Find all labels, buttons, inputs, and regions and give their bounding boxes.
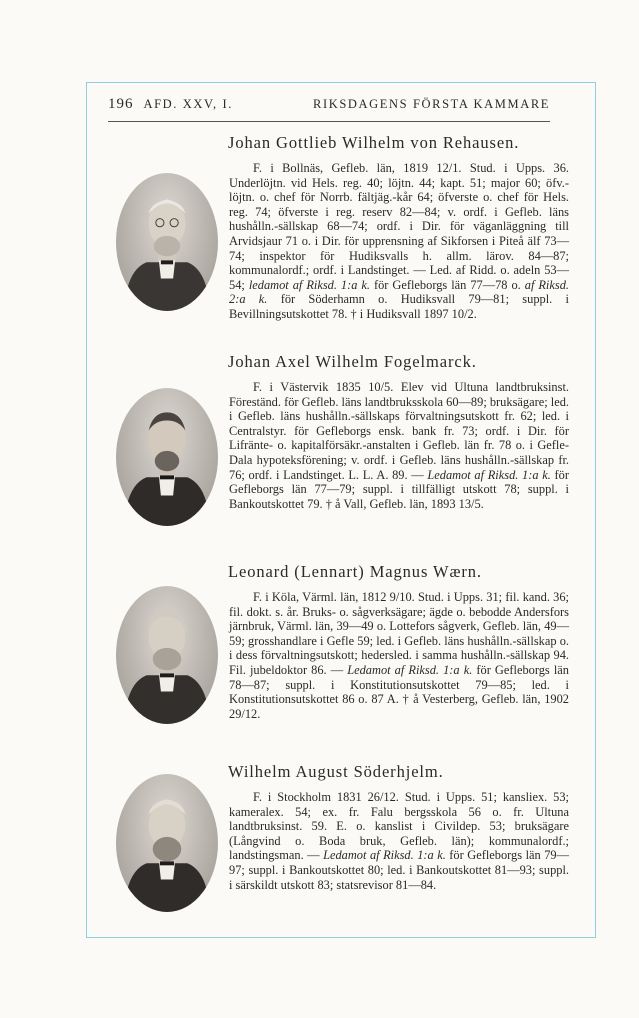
biography-entry	[110, 562, 576, 757]
biography-text: F. i Bollnäs, Gefleb. län, 1819 12/1. Stud. i Upps. 36. Underlöjtn. vid Hels. reg. 40; löjtn. 44; kapt. 51; major 60; öfv.-löjtn. o. chef för Norrb. fältjäg.-kår 64; öfverste o. chef för Hels. reg. 74; öfverste i reg. reserv 82—84; v. ordf. i Gefleb. läns hushålln.-sällskap 68—74; ordf. i Dir. för väganläggning till Arvidsjaur 71 o. i Dir. för upprensning af Sikforsen i Piteå älf 73—74; inspektor för Hudiksvalls h. allm. lärov. 84—87; kommunalordf.; ordf. i Landstinget. — Led. af Ridd. o. adeln 53—54; ledamot af Riksd. 1:a k. för Gefleborgs län 77—78 o. af Riksd. 2:a k. för Söderhamn o. Hudiksvall 79—81; suppl. i Bevillningsutskottet 78. † i Hudiksvall 1897 10/2.	[229, 161, 569, 321]
page-number: 196	[108, 96, 134, 112]
portrait-photo	[116, 774, 218, 912]
person-name: Wilhelm August Söderhjelm.	[228, 762, 444, 781]
biography-text: F. i Köla, Värml. län, 1812 9/10. Stud. i Upps. 31; fil. kand. 36; fil. dokt. s. år. Bruks- o. sågverksägare; ägde o. bebodde Andersfors järnbruk, Värml. län, 39—49 o. Lottefors sågverk, Gefleb. län, 49—59; grosshandlare i Gefle 59; led. i Gefleb. läns hushålln.-sällskap o. i dess förvaltningsutskott; hedersled. i samma hushålln.-sällskap 94. Fil. jubeldoktor 86. — Ledamot af Riksd. 1:a k. för Gefleborgs län 78—87; suppl. i Konstitutionsutskottet 79—85; led. i Konstitutionsutskottet 86 o. 87 A. † å Vesterberg, Gefleb. län, 1902 29/12.	[229, 590, 569, 721]
portrait-photo	[116, 173, 218, 311]
person-name: Johan Gottlieb Wilhelm von Rehausen.	[228, 133, 520, 152]
person-name: Johan Axel Wilhelm Fogelmarck.	[228, 352, 477, 371]
biography-entry	[110, 762, 576, 922]
running-title: RIKSDAGENS FÖRSTA KAMMARE	[313, 97, 550, 111]
person-name: Leonard (Lennart) Magnus Wærn.	[228, 562, 482, 581]
biography-text: F. i Västervik 1835 10/5. Elev vid Ultuna landtbruksinst. Föreständ. för Gefleb. läns landtbruksskola 60—89; bruksägare; led. i Gefleb. läns hushålln.-sällskaps förvaltningsutskott fr. 62; led. i Centralstyr. för Gefleborgs ensk. bank fr. 73; ordf. i Dir. för Lifränte- o. kapitalförsäkr.-anstalten i Gefleb. län fr. 78 o. i Gefle-Dala hypoteksförening; v. ordf. i Gefleb. läns hushålln.-sällskap fr. 76; ordf. i Landstinget. L. L. A. 89. — Ledamot af Riksd. 1:a k. för Gefleborgs län 77—79; suppl. i tillfälligt utskott 78; suppl. i Bankoutskottet 79. † å Vall, Gefleb. län, 1893 13/5.	[229, 380, 569, 511]
portrait-photo	[116, 388, 218, 526]
portrait-photo	[116, 586, 218, 724]
biography-entry	[110, 133, 576, 348]
biography-entry	[110, 352, 576, 557]
biography-text: F. i Stockholm 1831 26/12. Stud. i Upps. 51; kansliex. 53; kameralex. 54; ex. fr. Falu bergsskola 56 o. fr. Ultuna landtbruksinst. 59. E. o. kanslist i Civildep. 53; bruksägare (Långvind o. Boda bruk, Gefleb. län); kommunalordf.; landstingsman. — Ledamot af Riksd. 1:a k. för Gefleborgs län 79—97; suppl. i Bankoutskottet 80; led. i Bankoutskottet 81—93; suppl. i särskildt utskott 83; statsrevisor 81—84.	[229, 790, 569, 892]
running-head	[108, 96, 550, 122]
section-label: AFD. XXV, I.	[143, 97, 233, 111]
